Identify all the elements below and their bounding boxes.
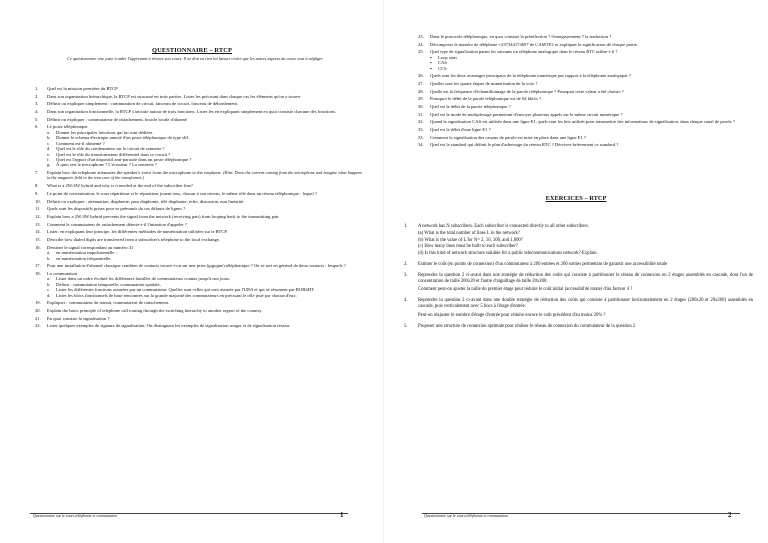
question-number: 24. xyxy=(418,41,424,47)
exercise-text xyxy=(418,273,753,293)
question-body: Pourquoi le débit de la parole téléphonique est de 64 kbit/s ? xyxy=(430,96,542,102)
questionnaire-title: QUESTIONNAIRE – RTCP xyxy=(152,47,232,54)
question-item xyxy=(418,127,753,133)
sub-question-letter: b. xyxy=(47,255,51,261)
question-item xyxy=(35,229,365,235)
question-text xyxy=(47,323,365,329)
question-item xyxy=(35,245,365,261)
question-text xyxy=(47,109,365,115)
question-body: Explain how a 2W/4W hybrid prevents the signal from the network (receiving pair) from looping back to the transmitting pair. xyxy=(47,213,280,219)
question-body: Quelles sont les quatre étapes de numérisation de la voix ? xyxy=(430,80,538,86)
sub-question-text: Comment est-il alimenté ? xyxy=(56,140,105,146)
question-number: 8. xyxy=(35,183,39,189)
sub-question-text: Quel est l'apport d'un dispositif anti-parasite dans un poste téléphonique ? xyxy=(56,156,192,162)
question-number: 26. xyxy=(418,73,424,79)
sub-question-text: À quoi sert le microphone ? L'écouteur ? La sonnerie ? xyxy=(56,162,157,168)
question-number: 5. xyxy=(35,116,39,122)
question-item xyxy=(418,73,753,79)
question-item xyxy=(418,49,753,71)
question-text xyxy=(47,101,365,107)
question-body: Définir ou expliquer : atténuation, diaphonie, para diaphonie, télé diaphonie, écho, distorsion, non linéarité. xyxy=(47,198,245,204)
exercise-body: Reprendre la question 2 ci-avant dans une stratégie de réduction des coûts qui consiste à partitionner le réseau de connexion en 2 étages assemblés en cascade, dont l'un de concentration de taille 200x20 et l'autre d'aiguillage de taille 20x200. xyxy=(418,272,753,284)
option-text: CCS xyxy=(438,65,447,71)
exercise-text xyxy=(418,298,753,318)
exercise-paragraph: Comment peut-on ajuster la taille du premier étage pour réduire le coût initial (accessibilité totale) d'un facteur 4 ? xyxy=(418,287,633,293)
exercise-number: 4. xyxy=(404,298,408,304)
question-body: Quel type de signalisation parmi les suivants un téléphone analogique dans le réseau RTC utilise-t-il ? xyxy=(430,49,618,55)
question-number: 14. xyxy=(35,229,41,235)
question-body: Le point de concentration, le roux répartiteur et le répartiteur jouent tous, chacun à son niveau, le même rôle dans un réseau téléphonique : lequel ? xyxy=(47,190,317,196)
sub-question xyxy=(47,293,365,298)
question-number: 34. xyxy=(418,142,424,148)
question-body: Quel est le standard qui définit le plan d'adressage du réseau RTC ? Décrivez brièvement ce standard ? xyxy=(430,142,619,148)
question-number: 16. xyxy=(35,244,41,250)
exercise-item xyxy=(398,262,753,268)
exercise-body: Estimer le coût (en points de connexion) d'un commutateur à 200 entrées et 200 sorties permettant de garantir une accessibilité totale xyxy=(418,261,668,267)
question-text xyxy=(430,89,753,95)
question-body: Quel est le mode de multiplexage permettant d'envoyer plusieurs appels sur le même circuit numérique ? xyxy=(430,111,623,117)
question-item xyxy=(35,308,365,314)
question-hint: (Hint: Draw the current coming from the microphone and imagine what happens in the magnetic field in the iron core of the transformer.) xyxy=(47,169,363,181)
question-number: 29. xyxy=(418,96,424,102)
question-number: 11. xyxy=(35,206,41,212)
exercise-text xyxy=(418,224,753,257)
question-number: 30. xyxy=(418,104,424,110)
exercise-item xyxy=(398,224,753,257)
exercise-body: Reprendre la question 2 ci-avant dans une double stratégie de réduction des coûts qui consiste à partitionner horizontalement en 2 étages (200x20 et 20x200) assemblés en cascade, puis verticalement avec 5 bocs à l'étage d'entrée. xyxy=(418,298,753,309)
exercise-sub-question: (c) How many lines must be built to each subscriber? xyxy=(418,244,518,250)
bullet-icon: ▪ xyxy=(430,54,432,60)
question-body: Décomposer le numéro de téléphone +237344174697 de CAMTEL et expliquer la signification de chaque partie. xyxy=(430,41,638,47)
question-number: 15. xyxy=(35,236,41,242)
question-body: Expliquer : commutateur de transit, commutateur de rattachement. xyxy=(47,300,170,306)
question-item xyxy=(35,300,365,306)
question-body: Le poste téléphonique xyxy=(47,124,88,130)
exercise-sub-question: (d) Is this kind of network structure suitable for a public telecommunications network? Explain. xyxy=(418,251,598,257)
question-body: En quoi consiste la signalisation ? xyxy=(47,315,110,321)
sub-question-text: Quel est le rôle du condensateur sur le circuit de sonnerie ? xyxy=(56,146,165,152)
exercise-sub-question: (a) What is the total number of lines L in the network? xyxy=(418,230,520,236)
question-body: Quelle est la fréquence d'échantillonnage de la parole téléphonique ? Pourquoi cette valeur a été choisie ? xyxy=(430,88,624,94)
question-number: 17. xyxy=(35,263,41,269)
sub-question-letter: g. xyxy=(47,162,51,168)
question-text xyxy=(430,96,753,102)
exercise-number: 2. xyxy=(404,261,408,267)
page-number: 1 xyxy=(340,511,344,519)
question-number: 3. xyxy=(35,101,39,107)
question-item xyxy=(35,183,365,189)
question-number: 33. xyxy=(418,134,424,140)
question-text xyxy=(47,86,365,92)
question-item xyxy=(35,117,365,123)
sub-question-letter: d. xyxy=(47,292,51,298)
sub-question-letter: d. xyxy=(47,146,51,152)
question-number: 13. xyxy=(35,221,41,227)
question-item xyxy=(418,119,753,125)
question-item xyxy=(35,94,365,100)
question-body: Explain how the telephone attenuates the speaker's voice from the microphone to the earphone. xyxy=(47,169,222,175)
question-text xyxy=(430,142,753,148)
question-body: Quel est le débit d'une ligne E1 ? xyxy=(430,127,491,133)
bullet-icon: ▪ xyxy=(430,60,432,66)
sub-question-text: Lister les blocs fonctionnels de base rencontrés sur la grande majorité des commutateurs en précisant le rôle joué par chacun d'eux. xyxy=(56,292,297,298)
sub-question-text: en numérotation fréquentielle. xyxy=(56,255,112,261)
question-body: Comment le commutateur de rattachement détecte-t-il l'intention d'appeler ? xyxy=(47,221,187,227)
exercise-number: 1. xyxy=(404,224,408,229)
question-item xyxy=(418,104,753,110)
question-item xyxy=(418,96,753,102)
question-text xyxy=(47,124,365,167)
question-list-page-1 xyxy=(35,86,365,331)
question-body: Lister quelques exemples de signaux de signalisation. On distinguera les exemples de signalisation usager et de signalisation réseau. xyxy=(47,323,291,329)
question-list-page-2 xyxy=(418,34,753,150)
question-text xyxy=(430,81,753,87)
question-text xyxy=(47,206,365,212)
question-body: Pour une installation d'abonné classique combien de contacts trouve-t-on sur une prise (gigogne) téléphonique ? On se sert en général de deux contacts : lesquels ? xyxy=(47,263,346,269)
sub-question xyxy=(47,162,365,167)
question-item xyxy=(418,112,753,118)
question-number: 33. xyxy=(418,127,424,133)
question-body: Dans le protocole téléphonique, en quoi consiste la présélection ? l'enregistrement ? la traduction ? xyxy=(430,34,612,39)
question-item xyxy=(418,142,753,148)
question-text xyxy=(47,183,365,189)
exercise-body: A network has N subscribers. Each subscriber is connected directly to all other subscribers. xyxy=(418,224,589,229)
sub-question-text: Quel est le rôle du transformateur différentiel dans ce circuit ? xyxy=(56,151,171,157)
question-body: La commutation xyxy=(47,270,78,276)
option-item xyxy=(430,66,753,71)
question-item xyxy=(35,170,365,181)
exercise-paragraph: Peut-on réajuster le nombre d'étage d'entrée pour réduire encore le coût précédent d'au moins 20% ? xyxy=(418,312,606,318)
sub-question-letter: e. xyxy=(47,151,51,157)
exercise-body: Proposer une structure de connexion optimale pour réaliser le réseau de connexion du commutateur de la question 2 xyxy=(418,323,636,329)
exercise-text xyxy=(418,324,753,330)
question-text xyxy=(47,300,365,306)
sub-question-text: Lister dans un ordre évoluté les différentes familles de commutateurs connus jusqu'à nos jours. xyxy=(56,276,231,282)
question-item xyxy=(35,323,365,329)
question-number: 6. xyxy=(35,124,39,130)
question-number: 19. xyxy=(35,300,41,306)
question-text xyxy=(47,199,365,205)
questionnaire-intro: Ce questionnaire vise juste à aider l'apprenant à réviser son cours. Il ne doit en rien lui laisser croire que les autres aspects du cours sont à négliger xyxy=(67,56,323,61)
question-text xyxy=(430,112,753,118)
question-body: Quels sont les deux avantages principaux de la téléphonie numérique par rapport à la téléphonie analogique ? xyxy=(430,73,631,79)
bullet-icon: ▪ xyxy=(430,65,432,71)
sub-question-text: en numérotation impulsionnelle ; xyxy=(56,250,117,256)
question-text xyxy=(430,34,753,40)
option-text: Loop start xyxy=(438,54,457,60)
exercise-sub-question: (b) What is the value of L for N= 2, 10, 100, and 1,000? xyxy=(418,237,523,243)
sub-question-text: Donner les principales fonctions qui lui sont dédiées. xyxy=(56,129,154,135)
question-text xyxy=(47,271,365,298)
sub-question xyxy=(47,256,365,261)
question-number: 10. xyxy=(35,198,41,204)
question-body: Définir ou expliquer simplement : commutation de circuit, faisceau de circuit, faisceau de débordement. xyxy=(47,101,239,107)
question-item xyxy=(35,124,365,167)
question-text xyxy=(430,73,753,79)
exercise-list xyxy=(398,224,753,334)
question-number: 23. xyxy=(418,34,424,39)
question-number: 2. xyxy=(35,93,39,99)
question-text xyxy=(430,42,753,48)
question-text xyxy=(47,170,365,181)
question-item xyxy=(35,271,365,298)
page-2 xyxy=(384,0,768,543)
sub-question-text: Donner le schéma électrique annoté d'un poste téléphonique de type s63. xyxy=(56,135,190,141)
question-number: 28. xyxy=(418,88,424,94)
sub-question-letter: a. xyxy=(47,129,51,135)
question-number: 1. xyxy=(35,86,39,91)
question-text xyxy=(430,127,753,133)
question-body: Explain the basic principle of telephone call routing through the switching hierarchy to another region of the country. xyxy=(47,307,263,313)
question-number: 18. xyxy=(35,270,41,276)
question-number: 25. xyxy=(418,49,424,55)
sub-question-letter: a. xyxy=(47,276,51,282)
exercise-text xyxy=(418,262,753,268)
question-body: Comment la signalisation des canaux de parole est mise en place dans une ligne E1 ? xyxy=(430,134,587,140)
question-item xyxy=(418,42,753,48)
question-text xyxy=(430,135,753,141)
question-number: 20. xyxy=(35,307,41,313)
exercise-item xyxy=(398,324,753,330)
question-item xyxy=(418,89,753,95)
exercise-number: 5. xyxy=(404,323,408,329)
question-body: Dans son organisation fonctionnelle, la RTCP s'articule autour de trois fonctions. Lister les en expliquant simplement en quoi consiste chacune des fonctions. xyxy=(47,109,336,115)
question-body: What is a 2W/4W hybrid and why is it needed at the end of the subscriber line? xyxy=(47,183,193,189)
sub-question-letter: f. xyxy=(47,156,50,162)
question-body: Dessiner le signal correspondant au numéro 41 xyxy=(47,244,134,250)
question-text xyxy=(47,245,365,261)
question-item xyxy=(35,206,365,212)
exercises-title: EXERCICES – RTCP xyxy=(545,195,607,202)
question-number: 12. xyxy=(35,213,41,219)
question-item xyxy=(35,191,365,197)
question-body: Définir ou expliquer : commutateur de rattachement, boucle locale d'abonné xyxy=(47,116,187,122)
question-body: Quand la signalisation CAS est utilisée dans une ligne E1, quels sont les bits utilisés pour transmettre des informations de signalisation. dans chaque canal de parole ? xyxy=(430,119,735,125)
question-text xyxy=(47,214,365,220)
sub-question-letter: a. xyxy=(47,250,51,256)
question-body: Describe how dialed digits are transferred from a subscriber's telephone to the local exchange. xyxy=(47,236,221,242)
sub-question-letter: b. xyxy=(47,281,51,287)
page-number: 2 xyxy=(728,511,732,519)
exercise-number: 3. xyxy=(404,272,408,278)
question-text xyxy=(47,222,365,228)
question-number: 31. xyxy=(418,111,424,117)
footer-text: Questionnaire sur le cours téléphonie et commutation xyxy=(33,514,117,518)
question-text xyxy=(47,229,365,235)
question-item xyxy=(35,316,365,322)
sub-question-text: Lister les différentes fonctions assurées par un commutateur. Quelles sont celles qui sont assurée par l'URA et qui se résument par BORSHT. xyxy=(56,287,315,293)
question-text xyxy=(47,117,365,123)
question-item xyxy=(35,86,365,92)
question-text xyxy=(430,119,753,125)
question-item xyxy=(418,81,753,87)
question-item xyxy=(35,214,365,220)
question-number: 22. xyxy=(35,323,41,329)
question-number: 27. xyxy=(418,80,424,86)
question-body: Quels sont les dispositifs prises pour se prémunir du ces défauts de lignes ? xyxy=(47,206,186,212)
question-number: 32. xyxy=(418,119,424,125)
question-item xyxy=(35,222,365,228)
question-text xyxy=(47,308,365,314)
exercise-item xyxy=(398,298,753,318)
question-number: 21. xyxy=(35,315,41,321)
question-item xyxy=(418,135,753,141)
question-item xyxy=(35,237,365,243)
footer-text: Questionnaire sur le cours téléphonie et commutation xyxy=(424,514,508,518)
question-number: 9. xyxy=(35,190,39,196)
question-body: Quel est le débit de la parole téléphonique ? xyxy=(430,104,511,110)
question-item xyxy=(35,263,365,269)
question-text xyxy=(47,191,365,197)
sub-question-letter: c. xyxy=(47,140,51,146)
question-text xyxy=(430,104,753,110)
question-item xyxy=(35,101,365,107)
question-item xyxy=(418,34,753,40)
question-text xyxy=(47,316,365,322)
question-item xyxy=(35,199,365,205)
exercise-item xyxy=(398,273,753,293)
question-text xyxy=(47,263,365,269)
sub-question-letter: c. xyxy=(47,287,51,293)
question-text xyxy=(47,94,365,100)
sub-question-text: Définir : commutation temporelle, commutation spatiale, xyxy=(56,281,161,287)
question-item xyxy=(35,109,365,115)
question-number: 4. xyxy=(35,109,39,115)
sub-question-letter: b. xyxy=(47,135,51,141)
option-text: CAS xyxy=(438,60,447,66)
question-body: Quel est la mission première du RTCP xyxy=(47,86,118,91)
question-body: Lister, en expliquant leur principe, les différentes méthodes de numérotation utilisées sur le RTCP. xyxy=(47,229,228,235)
question-number: 7. xyxy=(35,169,39,175)
question-text xyxy=(430,49,753,71)
question-text xyxy=(47,237,365,243)
question-body: Dans son organisation hiérarchique, la RTCP est structuré en trois parties. Lister les précisant dans chaque cas les éléments qu'on y trouve. xyxy=(47,93,302,99)
